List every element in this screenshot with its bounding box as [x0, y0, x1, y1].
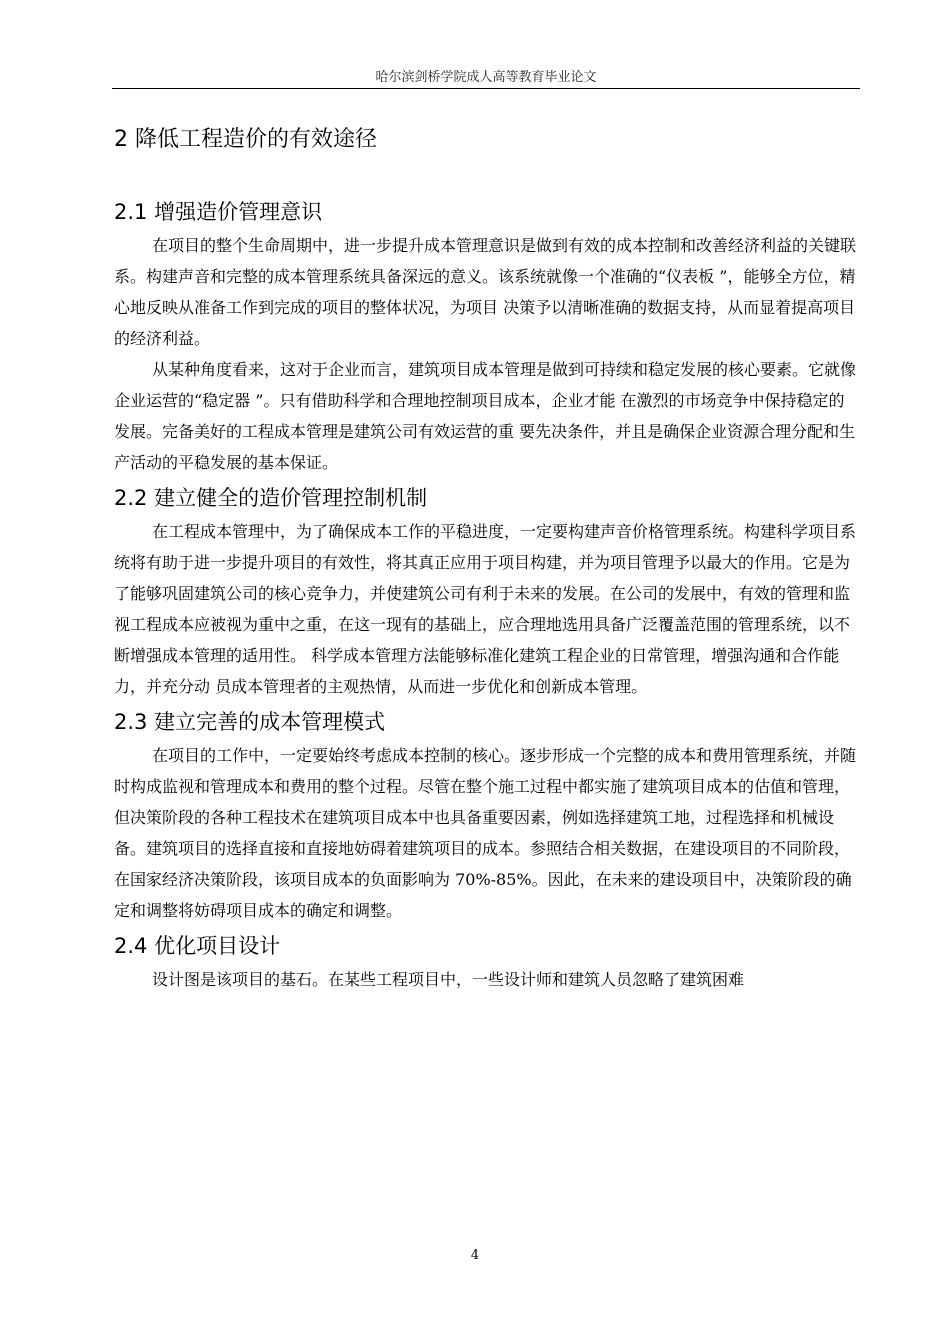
section-heading: 2.1 增强造价管理意识: [114, 200, 323, 224]
section-2-3: [114, 704, 860, 926]
header-divider: [112, 88, 860, 89]
page-body: [114, 120, 860, 995]
section-heading: 2.4 优化项目设计: [114, 934, 281, 958]
running-header: 哈尔滨剑桥学院成人高等教育毕业论文: [375, 70, 597, 85]
paragraph: 在工程成本管理中，为了确保成本工作的平稳进度，一定要构建声音价格管理系统。构建科学项目系统将有助于进一步提升项目的有效性，将其真正应用于项目构建，并为项目管理予以最大的作用。它是为了能够巩固建筑公司的核心竞争力，并使建筑公司有利于未来的发展。在公司的发展中，有效的管理和监视工程成本应被视为重中之重，在这一现有的基础上，应合理地选用具备广泛覆盖范围的管理系统，以不断增强成本管理的适用性。 科学成本管理方法能够标准化建筑工程企业的日常管理，增强沟通和合作能力，并充分动 员成本管理者的主观热情，从而进一步优化和创新成本管理。: [114, 522, 857, 696]
paragraph: 在项目的工作中，一定要始终考虑成本控制的核心。逐步形成一个完整的成本和费用管理系统，并随时构成监视和管理成本和费用的整个过程。尽管在整个施工过程中都实施了建筑项目成本的估值和管理，但决策阶段的各种工程技术在建筑项目成本中也具备重要因素，例如选择建筑工地，过程选择和机械设备。建筑项目的选择直接和直接地妨碍着建筑项目的成本。参照结合相关数据，在建设项目的不同阶段，在国家经济决策阶段，该项目成本的负面影响为 70%-85%。因此，在未来的建设项目中，决策阶段的确定和调整将妨碍项目成本的确定和调整。: [114, 746, 857, 920]
paragraph: 从某种角度看来，这对于企业而言，建筑项目成本管理是做到可持续和稳定发展的核心要素。它就像企业运营的“稳定器 ”。只有借助科学和合理地控制项目成本，企业才能 在激烈的市场竞争中保持稳定的发展。完备美好的工程成本管理是建筑公司有效运营的重 要先决条件，并且是确保企业资源合理分配和生产活动的平稳发展的基本保证。: [114, 360, 857, 472]
chapter-title: 2 降低工程造价的有效途径: [114, 127, 377, 152]
section-2-4: [114, 928, 860, 995]
paragraph: 在项目的整个生命周期中，进一步提升成本管理意识是做到有效的成本控制和改善经济利益的关键联系。构建声音和完整的成本管理系统具备深远的意义。该系统就像一个准确的“仪表板 ”，能够全方位，精心地反映从准备工作到完成的项目的整体状况，为项目 决策予以清晰准确的数据支持，从而显着提高项目的经济利益。: [114, 236, 857, 348]
paragraph: 设计图是该项目的基石。在某些工程项目中，一些设计师和建筑人员忽略了建筑困难: [152, 970, 745, 989]
page-number: 4: [470, 1248, 480, 1263]
section-heading: 2.3 建立完善的成本管理模式: [114, 710, 386, 734]
section-heading: 2.2 建立健全的造价管理控制机制: [114, 486, 428, 510]
section-2-2: [114, 480, 860, 702]
section-2-1: [114, 194, 860, 478]
